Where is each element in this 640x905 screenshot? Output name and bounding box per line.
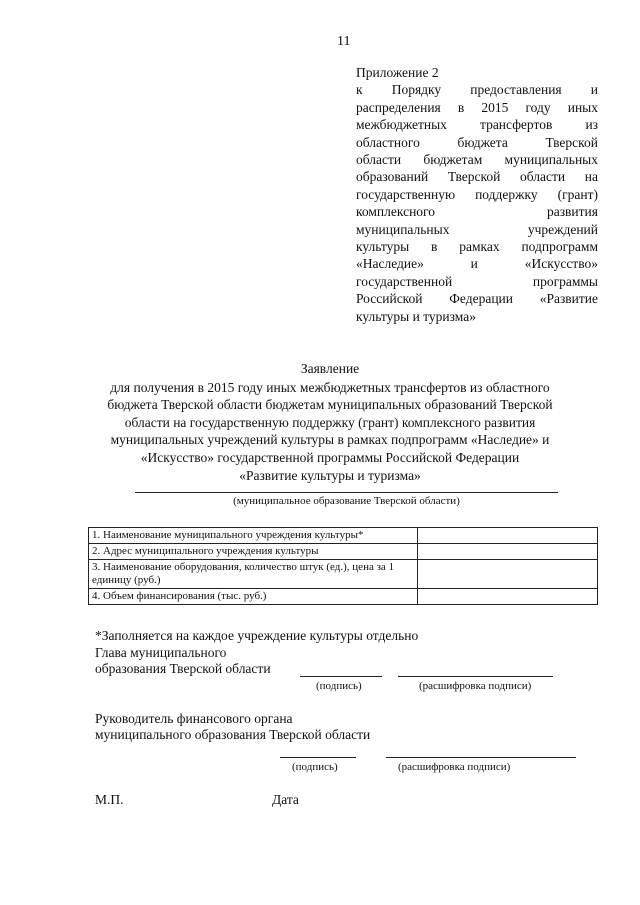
head-signature-blank[interactable] (300, 676, 382, 677)
table-row-value[interactable] (418, 560, 598, 589)
finance-signature-blank[interactable] (280, 757, 356, 758)
annex-line: муниципальных учреждений (356, 221, 598, 237)
head-signature-line2: образования Тверской области (95, 661, 271, 676)
table-row-label: 3. Наименование оборудования, количество штук (ед.), цена за 1 единицу (руб.) (89, 560, 418, 589)
statement-block (80, 360, 580, 484)
statement-line: бюджета Тверской области бюджетам муниципальных образований Тверской (107, 397, 553, 413)
table-row-value[interactable] (418, 589, 598, 605)
annex-line: распределения в 2015 году иных (356, 99, 598, 115)
head-signature-caption: (подпись) (316, 680, 362, 692)
head-signature-line1: Глава муниципального (95, 645, 227, 660)
annex-line: областного бюджета Тверской (356, 134, 598, 150)
annex-line: государственной программы (356, 273, 598, 289)
finance-decoding-caption: (расшифровка подписи) (398, 761, 511, 773)
annex-line: образований Тверской области на (356, 169, 598, 185)
finance-signature-line2: муниципального образования Тверской области (95, 727, 371, 742)
seal-label: М.П. (95, 792, 124, 807)
page-number: 11 (337, 34, 351, 49)
head-decoding-caption: (расшифровка подписи) (419, 680, 532, 692)
application-table (88, 527, 598, 605)
annex-block (356, 64, 598, 325)
annex-line: «Наследие» и «Искусство» (356, 256, 598, 272)
table-row (89, 544, 598, 560)
annex-line: области бюджетам муниципальных (356, 152, 598, 168)
table-row (89, 589, 598, 605)
table-row-value[interactable] (418, 528, 598, 544)
table-row (89, 560, 598, 589)
finance-signature-caption: (подпись) (292, 761, 338, 773)
annex-title: Приложение 2 (356, 65, 439, 80)
statement-line: «Искусство» государственной программы Российской Федерации (140, 449, 520, 465)
table-row-value[interactable] (418, 544, 598, 560)
table-row (89, 528, 598, 544)
footnote: *Заполняется на каждое учреждение культуры отдельно (95, 628, 419, 643)
head-decoding-blank[interactable] (398, 676, 553, 677)
statement-title: Заявление (300, 361, 360, 376)
annex-line: комплексного развития (356, 204, 598, 220)
annex-line: Российской Федерации «Развитие (356, 291, 598, 307)
annex-line: культуры в рамках подпрограмм (356, 239, 598, 255)
annex-line: межбюджетных трансфертов из (356, 117, 598, 133)
annex-line: культуры и туризма» (356, 308, 476, 324)
finance-decoding-blank[interactable] (386, 757, 576, 758)
statement-line: для получения в 2015 году иных межбюджетных трансфертов из областного (110, 379, 550, 395)
head-signature-title (95, 645, 271, 677)
statement-line: муниципальных учреждений культуры в рамках подпрограмм «Наследие» и (110, 432, 550, 448)
finance-signature-title (95, 711, 370, 743)
municipality-blank-line[interactable] (135, 492, 558, 493)
table-row-label: 2. Адрес муниципального учреждения культуры (89, 544, 418, 560)
table-row-label: 4. Объем финансирования (тыс. руб.) (89, 589, 418, 605)
annex-line: к Порядку предоставления и (356, 82, 598, 98)
date-label: Дата (272, 792, 299, 807)
table-row-label: 1. Наименование муниципального учреждения культуры* (89, 528, 418, 544)
annex-line: государственную поддержку (грант) (356, 186, 598, 202)
statement-line: «Развитие культуры и туризма» (239, 467, 421, 483)
finance-signature-line1: Руководитель финансового органа (95, 711, 293, 726)
municipality-caption: (муниципальное образование Тверской области) (233, 495, 460, 507)
statement-line: области на государственную поддержку (грант) комплексного развития (124, 414, 536, 430)
